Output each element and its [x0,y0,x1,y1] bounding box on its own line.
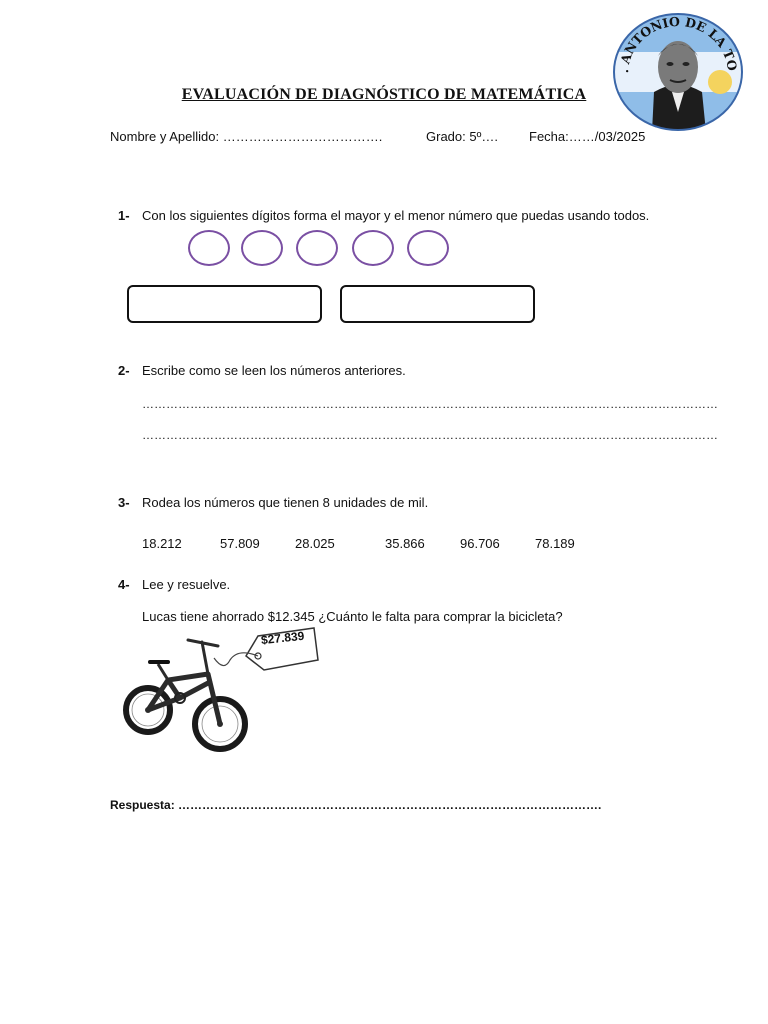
name-field-label[interactable]: Nombre y Apellido: ………………………………. [110,129,383,144]
seal-text: . ANTONIO DE LA TO [615,13,741,74]
digit-circle-1[interactable] [188,230,230,266]
digit-circle-4[interactable] [352,230,394,266]
number-option[interactable]: 96.706 [460,536,500,551]
question-2-text: Escribe como se leen los números anteriores. [142,363,406,378]
number-option[interactable]: 35.866 [385,536,425,551]
question-2-number: 2- [118,363,130,378]
answer-label: Respuesta: [110,798,175,812]
question-4-text: Lee y resuelve. [142,577,231,592]
page-title: EVALUACIÓN DE DIAGNÓSTICO DE MATEMÁTICA [181,86,587,103]
number-option[interactable]: 78.189 [535,536,575,551]
question-3-text: Rodea los números que tienen 8 unidades de mil. [142,495,429,510]
digit-circle-3[interactable] [296,230,338,266]
grade-field-label[interactable]: Grado: 5º…. [426,129,498,144]
answer-line-1[interactable]: ……………………………………………………………………………………………………………………………… [142,397,718,411]
bicycle-illustration [118,628,328,763]
answer-line[interactable]: ……………………………………………………………………………………………. [178,798,602,812]
number-option[interactable]: 18.212 [142,536,182,551]
largest-number-box[interactable] [127,285,322,323]
question-4-number: 4- [118,577,130,592]
price-tag-label: $27.839 [260,628,306,648]
answer-line-2[interactable]: ……………………………………………………………………………………………………………………………… [142,428,718,442]
school-seal-logo [612,12,745,132]
smallest-number-box[interactable] [340,285,535,323]
question-3-number: 3- [118,495,130,510]
question-1-number: 1- [118,208,130,223]
date-field-label[interactable]: Fecha:……/03/2025 [529,129,646,144]
question-4-problem: Lucas tiene ahorrado $12.345 ¿Cuánto le falta para comprar la bicicleta? [142,609,563,624]
number-option[interactable]: 28.025 [295,536,335,551]
digit-circle-5[interactable] [407,230,449,266]
digit-circle-2[interactable] [241,230,283,266]
question-1-text: Con los siguientes dígitos forma el mayor y el menor número que puedas usando todos. [142,208,650,223]
number-option[interactable]: 57.809 [220,536,260,551]
